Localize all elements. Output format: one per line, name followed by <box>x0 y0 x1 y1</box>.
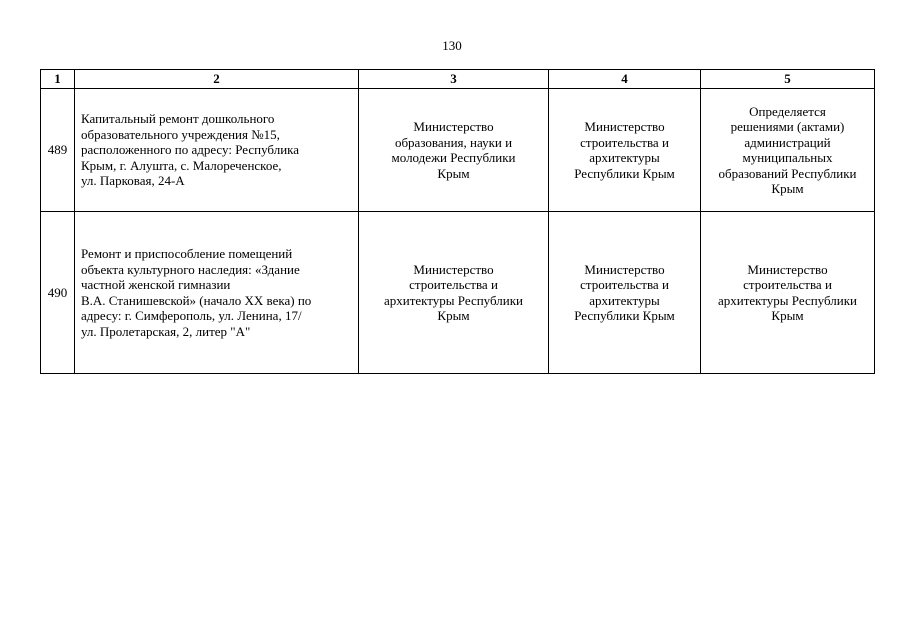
column-4-text: Министерство строительства и архитектуры Республики Крым <box>574 261 675 323</box>
table-row <box>41 212 875 374</box>
row-number: 490 <box>41 212 75 374</box>
object-name-text: Ремонт и приспособление помещений объекта культурного наследия: «Здание частной женской гимназии В.А. Станишевской» (начало XX века) по адресу: г. Симферополь, ул. Ленина, 17/ ул. Пролетарская, 2, литер "А" <box>81 246 312 339</box>
column-header-4: 4 <box>549 70 701 89</box>
column-5-text: Определяется решениями (актами) администраций муниципальных образований Республики Крым <box>718 103 857 196</box>
row-number: 489 <box>41 89 75 212</box>
column-header-3: 3 <box>359 70 549 89</box>
column-5-cell <box>701 89 875 212</box>
column-4-cell <box>549 212 701 374</box>
page-number: 130 <box>442 38 462 53</box>
column-4-cell <box>549 89 701 212</box>
table-header-row <box>41 70 875 89</box>
column-3-cell <box>359 89 549 212</box>
column-3-text: Министерство образования, науки и молодежи Республики Крым <box>391 119 516 181</box>
column-5-text: Министерство строительства и архитектуры Республики Крым <box>717 261 858 323</box>
column-4-text: Министерство строительства и архитектуры Республики Крым <box>574 119 675 181</box>
object-name-text: Капитальный ремонт дошкольного образовательного учреждения №15, расположенного по адресу: Республика Крым, г. Алушта, с. Малореченское, ул. Парковая, 24-А <box>81 111 300 189</box>
column-header-5: 5 <box>701 70 875 89</box>
column-3-text: Министерство строительства и архитектуры Республики Крым <box>383 261 524 323</box>
document-table <box>40 69 875 374</box>
column-header-2: 2 <box>75 70 359 89</box>
column-3-cell <box>359 212 549 374</box>
object-name-cell <box>75 89 359 212</box>
column-5-cell <box>701 212 875 374</box>
column-header-1: 1 <box>41 70 75 89</box>
object-name-cell <box>75 212 359 374</box>
table-row <box>41 89 875 212</box>
